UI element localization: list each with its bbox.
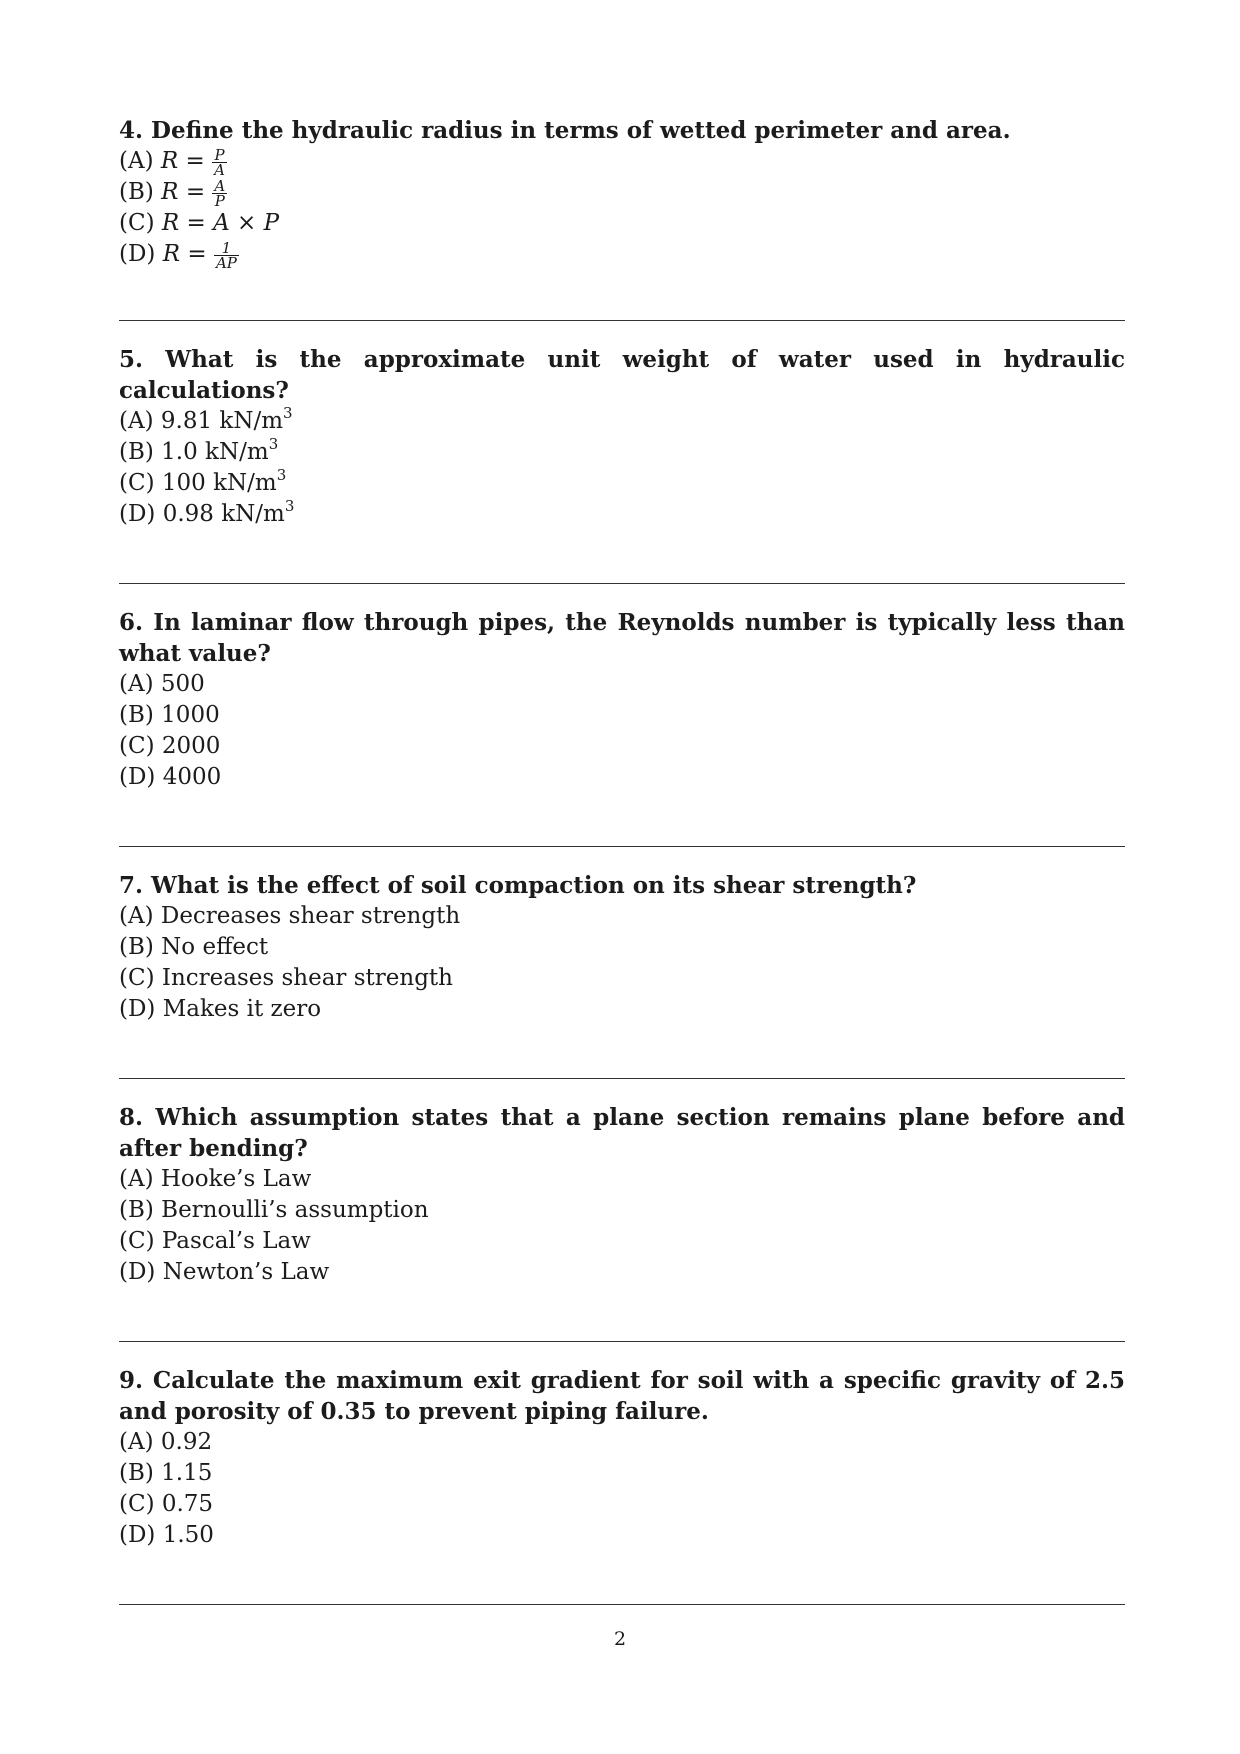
option-b: (B) 1.15: [119, 1460, 213, 1486]
fraction: $\frac{P}{A}$: [214, 145, 225, 179]
option-b: (B) Bernoulli’s assumption: [119, 1197, 429, 1223]
option-a: (A) 500: [119, 671, 205, 697]
question-8: [119, 1102, 1125, 1288]
option-d: (D) 4000: [119, 764, 222, 790]
option-b: (B) 1.0 $kN/m^3$: [119, 435, 279, 465]
option-c: (C) Increases shear strength: [119, 965, 453, 991]
option-b: (B) R = $\frac{A}{P}$: [119, 176, 226, 210]
question-text: 4. Define the hydraulic radius in terms of wetted perimeter and area.: [119, 117, 1011, 144]
option-a: (A) R = $\frac{P}{A}$: [119, 145, 225, 179]
fraction: $\frac{1}{AP}$: [215, 238, 237, 272]
divider: [119, 846, 1125, 847]
question-9: [119, 1365, 1125, 1551]
question-6: [119, 607, 1125, 793]
question-4: [119, 115, 1125, 270]
option-c: (C) Pascal’s Law: [119, 1228, 311, 1254]
question-text: 9. Calculate the maximum exit gradient for soil with a specific gravity of 2.5 and porosity of 0.35 to prevent piping failure.: [119, 1367, 1125, 1425]
option-c: (C) R = A × P: [119, 210, 280, 236]
option-a: (A) Decreases shear strength: [119, 903, 461, 929]
question-sheet: [119, 112, 1125, 1605]
page-number: 2: [613, 1628, 627, 1650]
divider: [119, 1078, 1125, 1079]
divider: [119, 583, 1125, 584]
divider: [119, 1604, 1125, 1605]
option-b: (B) 1000: [119, 702, 220, 728]
option-c: (C) 100 $kN/m^3$: [119, 466, 287, 496]
option-a: (A) Hooke’s Law: [119, 1166, 312, 1192]
option-d: (D) 0.98 $kN/m^3$: [119, 497, 295, 527]
option-d: (D) Makes it zero: [119, 996, 322, 1022]
option-d: (D) Newton’s Law: [119, 1259, 330, 1285]
option-d: (D) R = $\frac{1}{AP}$: [119, 238, 237, 272]
option-a: (A) 9.81 $kN/m^3$: [119, 404, 293, 434]
question-text: 7. What is the effect of soil compaction on its shear strength?: [119, 872, 917, 899]
option-a: (A) 0.92: [119, 1429, 213, 1455]
option-c: (C) 2000: [119, 733, 221, 759]
option-b: (B) No effect: [119, 934, 269, 960]
question-text: 6. In laminar flow through pipes, the Reynolds number is typically less than what value?: [119, 609, 1125, 667]
question-text: 5. What is the approximate unit weight of water used in hydraulic calculations?: [119, 346, 1125, 404]
option-d: (D) 1.50: [119, 1522, 214, 1548]
divider: [119, 320, 1125, 321]
question-text: 8. Which assumption states that a plane section remains plane before and after bending?: [119, 1104, 1125, 1162]
question-7: [119, 870, 1125, 1025]
option-c: (C) 0.75: [119, 1491, 214, 1517]
divider: [119, 1341, 1125, 1342]
question-5: [119, 344, 1125, 530]
fraction: $\frac{A}{P}$: [214, 176, 226, 210]
